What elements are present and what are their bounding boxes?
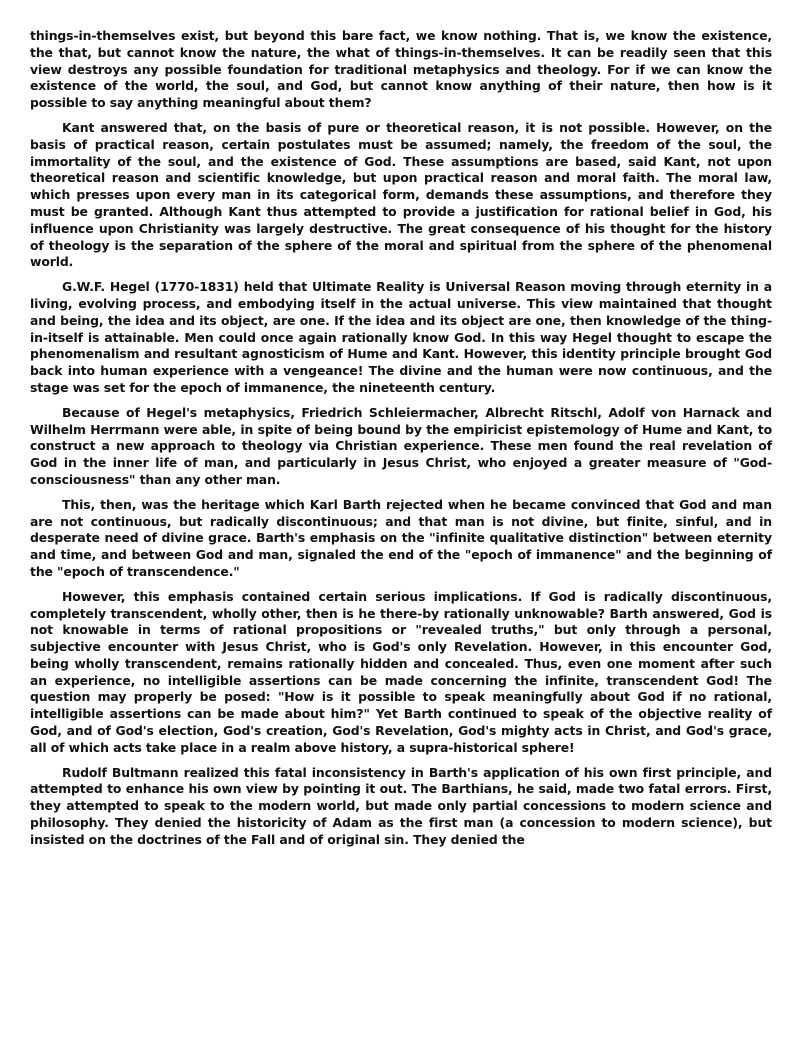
paragraph-6	[30, 589, 772, 757]
paragraph-3	[30, 279, 772, 397]
document-page	[30, 28, 772, 857]
paragraph-2	[30, 120, 772, 271]
paragraph-5	[30, 497, 772, 581]
paragraph-3-text: G.W.F. Hegel (1770-1831) held that Ultimate Reality is Universal Reason moving through eternity in a living, evolving process, and embodying itself in the actual universe. This view maintained that thought and being, the idea and its object, are one. If the idea and its object are one, then knowledge of the thing-in-itself is attainable. Men could once again rationally know God. In this way Hegel thought to escape the phenomenalism and resultant agnosticism of Hume and Kant. However, this identity principle brought God back into human experience with a vengeance! The divine and the human were now continuous, and the stage was set for the epoch of immanence, the nineteenth century.	[30, 279, 772, 395]
paragraph-2-text: Kant answered that, on the basis of pure or theoretical reason, it is not possible. However, on the basis of practical reason, certain postulates must be assumed; namely, the freedom of the soul, the immortality of the soul, and the existence of God. These assumptions are based, said Kant, not upon theoretical reason and scientific knowledge, but upon practical reason and moral faith. The moral law, which presses upon every man in its categorical form, demands these assumptions, and therefore they must be granted. Although Kant thus attempted to provide a justification for rational belief in God, his influence upon Christianity was largely destructive. The great consequence of his thought for the history of theology is the separation of the sphere of the moral and spiritual from the sphere of the phenomenal world.	[30, 119, 772, 270]
paragraph-1	[30, 28, 772, 112]
paragraph-4	[30, 405, 772, 489]
paragraph-5-text: This, then, was the heritage which Karl Barth rejected when he became convinced that God and man are not continuous, but radically discontinuous; and that man is not divine, but finite, sinful, and in desperate need of divine grace. Barth's emphasis on the "infinite qualitative distinction" between eternity and time, and between God and man, signaled the end of the "epoch of immanence" and the beginning of the "epoch of transcendence."	[30, 496, 772, 579]
paragraph-7-text: Rudolf Bultmann realized this fatal inconsistency in Barth's application of his own first principle, and attempted to enhance his own view by pointing it out. The Barthians, he said, made two fatal errors. First, they attempted to speak to the modern world, but made only partial concessions to modern science and philosophy. They denied the historicity of Adam as the first man (a concession to modern science), but insisted on the doctrines of the Fall and of original sin. They denied the	[30, 764, 772, 847]
paragraph-1-text: things-in-themselves exist, but beyond this bare fact, we know nothing. That is, we know the existence, the that, but cannot know the nature, the what of things-in-themselves. It can be readily seen that this view destroys any possible foundation for traditional metaphysics and theology. For if we can know the existence of the world, the soul, and God, but cannot know anything of their nature, then how is it possible to say anything meaningful about them?	[30, 28, 772, 111]
paragraph-7	[30, 765, 772, 849]
paragraph-4-text: Because of Hegel's metaphysics, Friedrich Schleiermacher, Albrecht Ritschl, Adolf von Harnack and Wilhelm Herrmann were able, in spite of being bound by the empiricist epistemology of Hume and Kant, to construct a new approach to theology via Christian experience. These men found the real revelation of God in the inner life of man, and particularly in Jesus Christ, who enjoyed a greater measure of "God-consciousness" than any other man.	[30, 404, 772, 487]
paragraph-6-text: However, this emphasis contained certain serious implications. If God is radically discontinuous, completely transcendent, wholly other, then is he there-by rationally unknowable? Barth answered, God is not knowable in terms of rational propositions or "revealed truths," but only through a personal, subjective encounter with Jesus Christ, who is God's only Revelation. However, in this encounter God, being wholly transcendent, remains rationally hidden and concealed. Thus, even one moment after such an experience, no intelligible assertions can be made concerning the infinite, transcendent God! The question may properly be posed: "How is it possible to speak meaningfully about God if no rational, intelligible assertions can be made about him?" Yet Barth continued to speak of the objective reality of God, and of God's election, God's creation, God's Revelation, God's mighty acts in Christ, and God's grace, all of which acts take place in a realm above history, a supra-historical sphere!	[30, 588, 772, 755]
